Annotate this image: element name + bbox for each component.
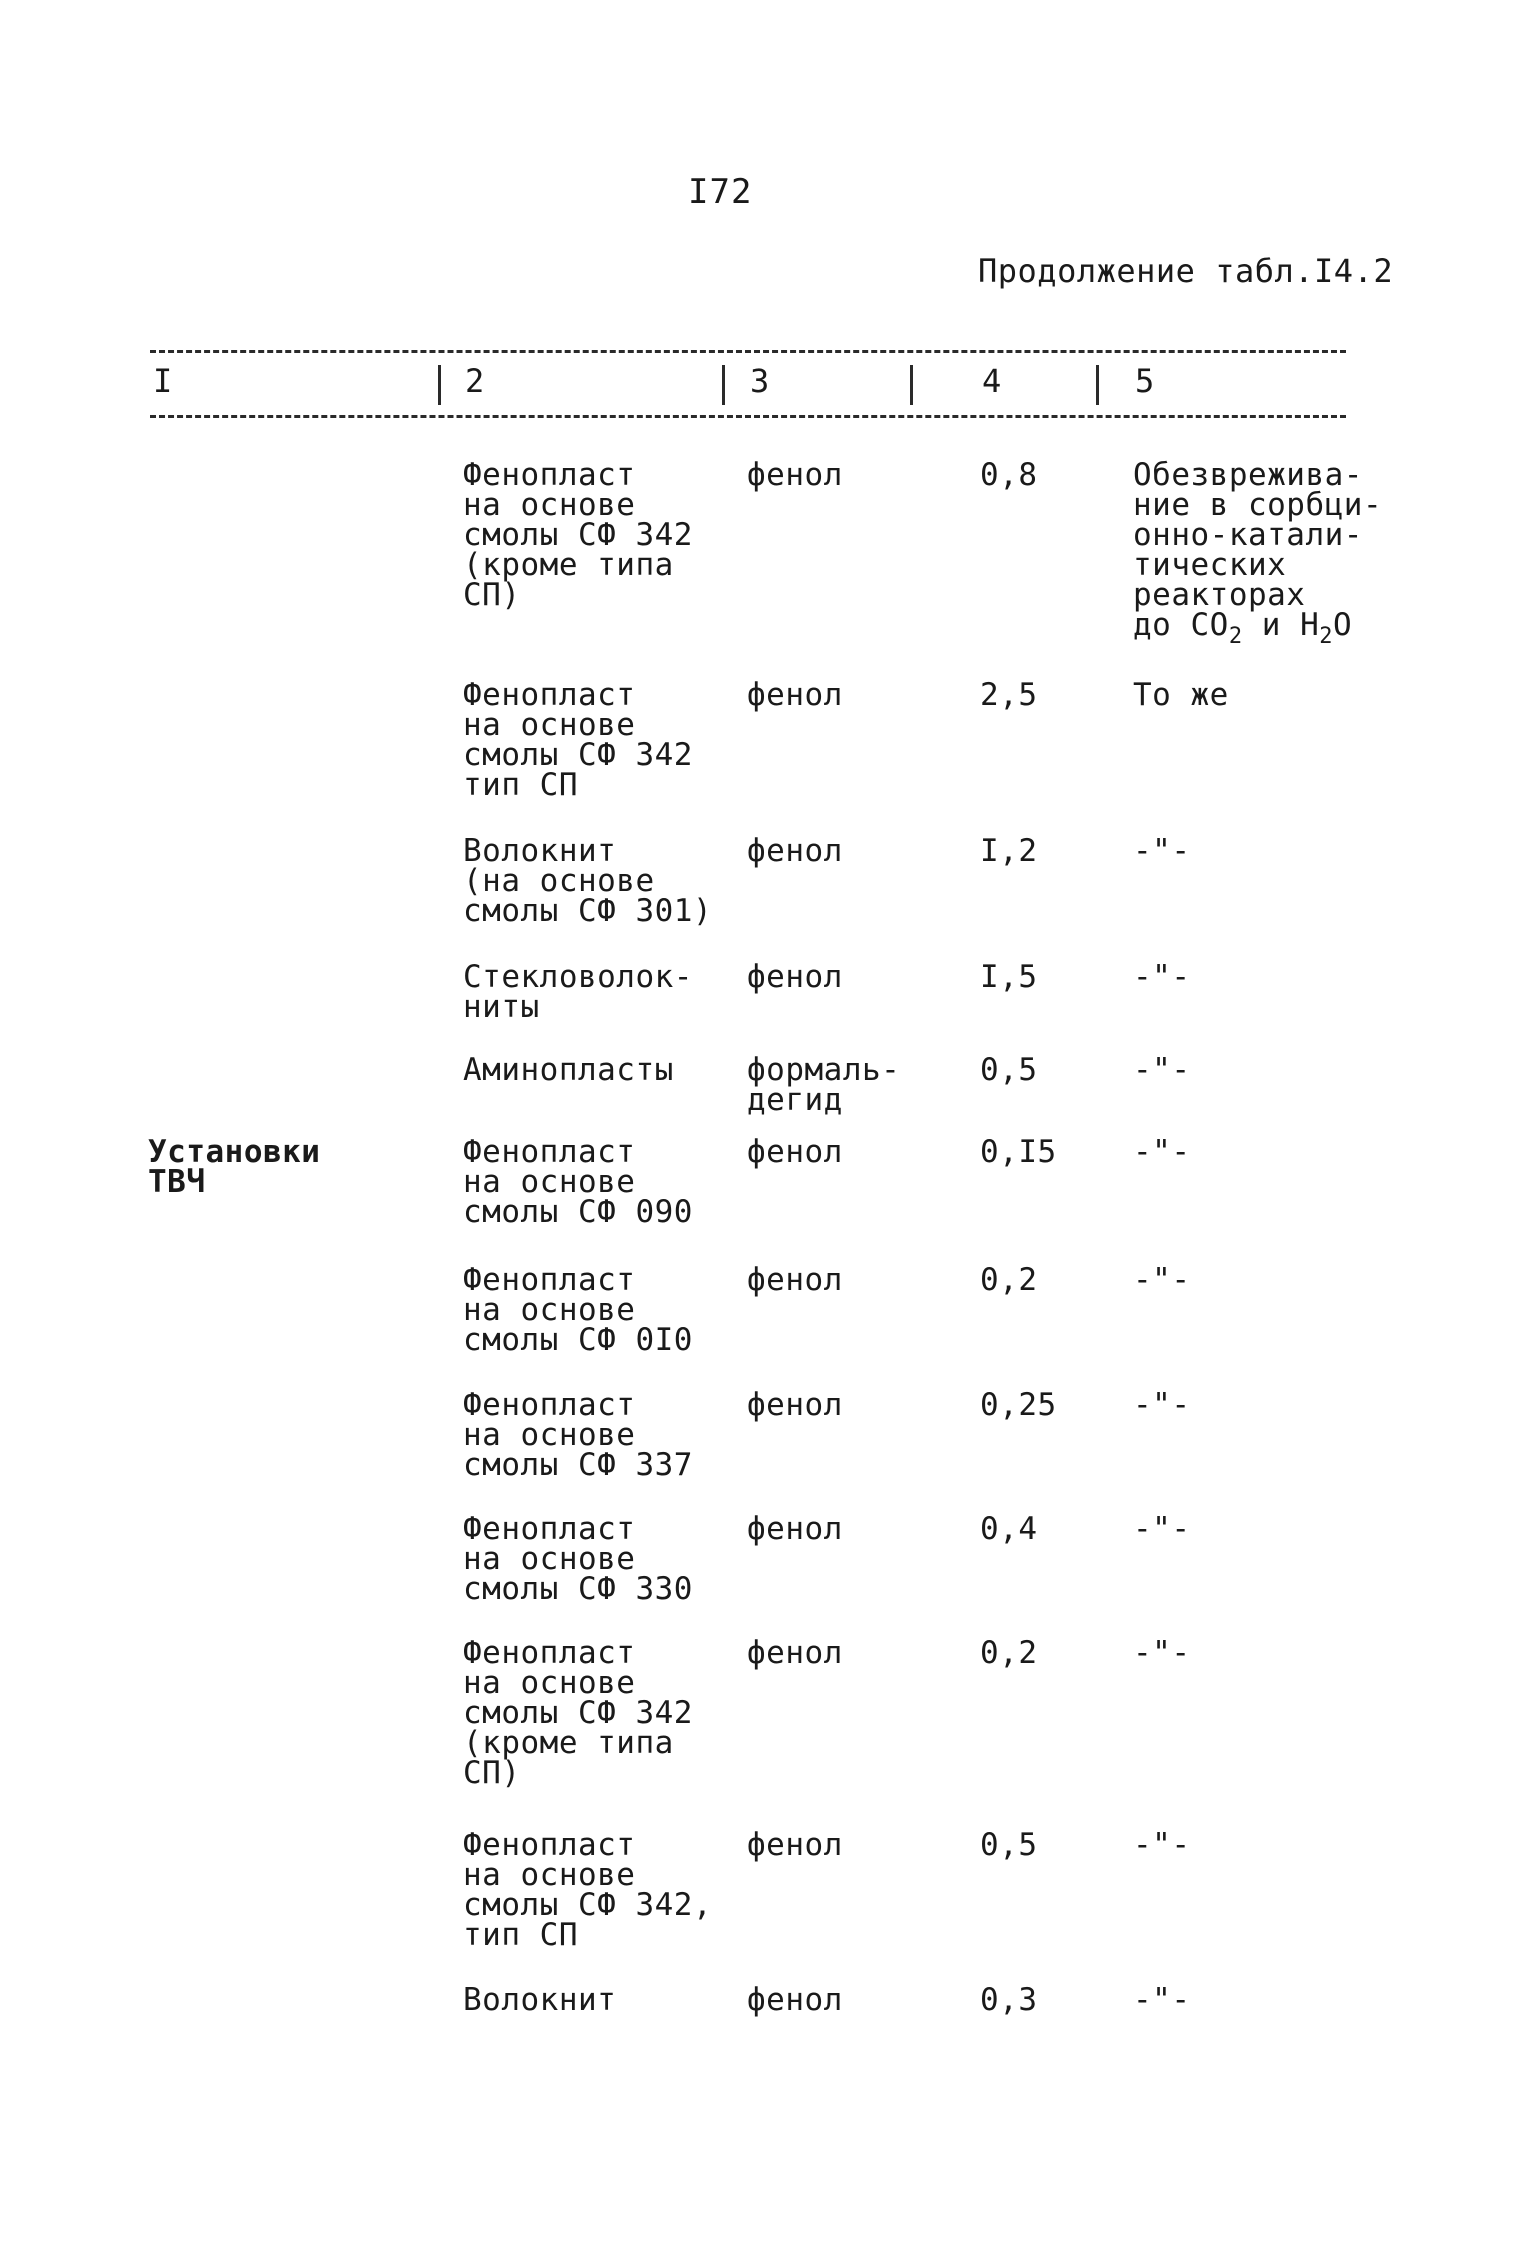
cell-substance: фенол: [747, 1511, 843, 1547]
cell-substance: фенол: [747, 457, 843, 493]
column-separator: [1096, 365, 1099, 405]
cell-substance: фенол: [747, 833, 843, 869]
column-separator: [438, 365, 441, 405]
note-text: Обезвреживa- ние в сорбци- онно-катали- тических реакторах до СО: [1133, 457, 1383, 643]
cell-note: -"-: [1133, 1387, 1191, 1423]
table-continuation-caption: Продолжение табл.I4.2: [978, 252, 1394, 290]
cell-note: -"-: [1133, 1635, 1191, 1671]
cell-material: Фенопласт на основе смолы СФ 330: [463, 1511, 693, 1607]
cell-substance: фенол: [747, 677, 843, 713]
cell-value: I,5: [980, 959, 1038, 995]
cell-material: Фенопласт на основе смолы СФ 090: [463, 1134, 693, 1230]
cell-value: I,2: [980, 833, 1038, 869]
header-col-3: 3: [750, 362, 770, 400]
cell-value: 2,5: [980, 677, 1038, 713]
cell-material: Фенопласт на основе смолы СФ 342 тип СП: [463, 677, 693, 803]
header-col-1: I: [153, 362, 173, 400]
cell-note: То же: [1133, 677, 1229, 713]
cell-material: Фенопласт на основе смолы СФ 342, тип СП: [463, 1827, 713, 1953]
cell-substance: фенол: [747, 1827, 843, 1863]
cell-substance: фенол: [747, 1134, 843, 1170]
cell-value: 0,4: [980, 1511, 1038, 1547]
header-col-5: 5: [1135, 362, 1155, 400]
cell-value: 0,8: [980, 457, 1038, 493]
cell-material: Стекловолок- ниты: [463, 959, 693, 1025]
cell-value: 0,2: [980, 1635, 1038, 1671]
cell-value: 0,2: [980, 1262, 1038, 1298]
group-label: Установки ТВЧ: [148, 1134, 321, 1200]
cell-material: Волокнит: [463, 1982, 617, 2018]
cell-material: Фенопласт на основе смолы СФ 342 (кроме типа СП): [463, 1635, 693, 1791]
subscript: 2: [1228, 624, 1243, 649]
cell-material: Волокнит (на основе смолы СФ 301): [463, 833, 713, 929]
column-separator: [722, 365, 725, 405]
cell-substance: фенол: [747, 1982, 843, 2018]
note-text: и Н: [1242, 607, 1320, 643]
column-separator: [910, 365, 913, 405]
cell-note: -"-: [1133, 959, 1191, 995]
cell-substance: фенол: [747, 959, 843, 995]
cell-value: 0,3: [980, 1982, 1038, 2018]
cell-substance: формаль- дегид: [747, 1052, 901, 1118]
cell-note: [1133, 457, 1393, 649]
table-top-rule: [150, 350, 1346, 353]
cell-material: Аминопласты: [463, 1052, 674, 1088]
cell-note: -"-: [1133, 1827, 1191, 1863]
table-header-rule: [150, 415, 1346, 418]
header-col-2: 2: [465, 362, 485, 400]
cell-material: Фенопласт на основе смолы СФ 337: [463, 1387, 693, 1483]
cell-value: 0,5: [980, 1827, 1038, 1863]
cell-note: -"-: [1133, 1262, 1191, 1298]
cell-substance: фенол: [747, 1387, 843, 1423]
cell-note: -"-: [1133, 1052, 1191, 1088]
subscript: 2: [1319, 624, 1333, 649]
note-text: О: [1332, 607, 1353, 643]
cell-note: -"-: [1133, 833, 1191, 869]
cell-value: 0,I5: [980, 1134, 1057, 1170]
cell-note: -"-: [1133, 1982, 1191, 2018]
cell-material: Фенопласт на основе смолы СФ 0I0: [463, 1262, 693, 1358]
cell-value: 0,5: [980, 1052, 1038, 1088]
cell-value: 0,25: [980, 1387, 1057, 1423]
header-col-4: 4: [982, 362, 1002, 400]
cell-note: -"-: [1133, 1134, 1191, 1170]
cell-substance: фенол: [747, 1635, 843, 1671]
cell-material: Фенопласт на основе смолы СФ 342 (кроме типа СП): [463, 457, 693, 613]
page-number: I72: [688, 172, 753, 212]
cell-note: -"-: [1133, 1511, 1191, 1547]
cell-substance: фенол: [747, 1262, 843, 1298]
